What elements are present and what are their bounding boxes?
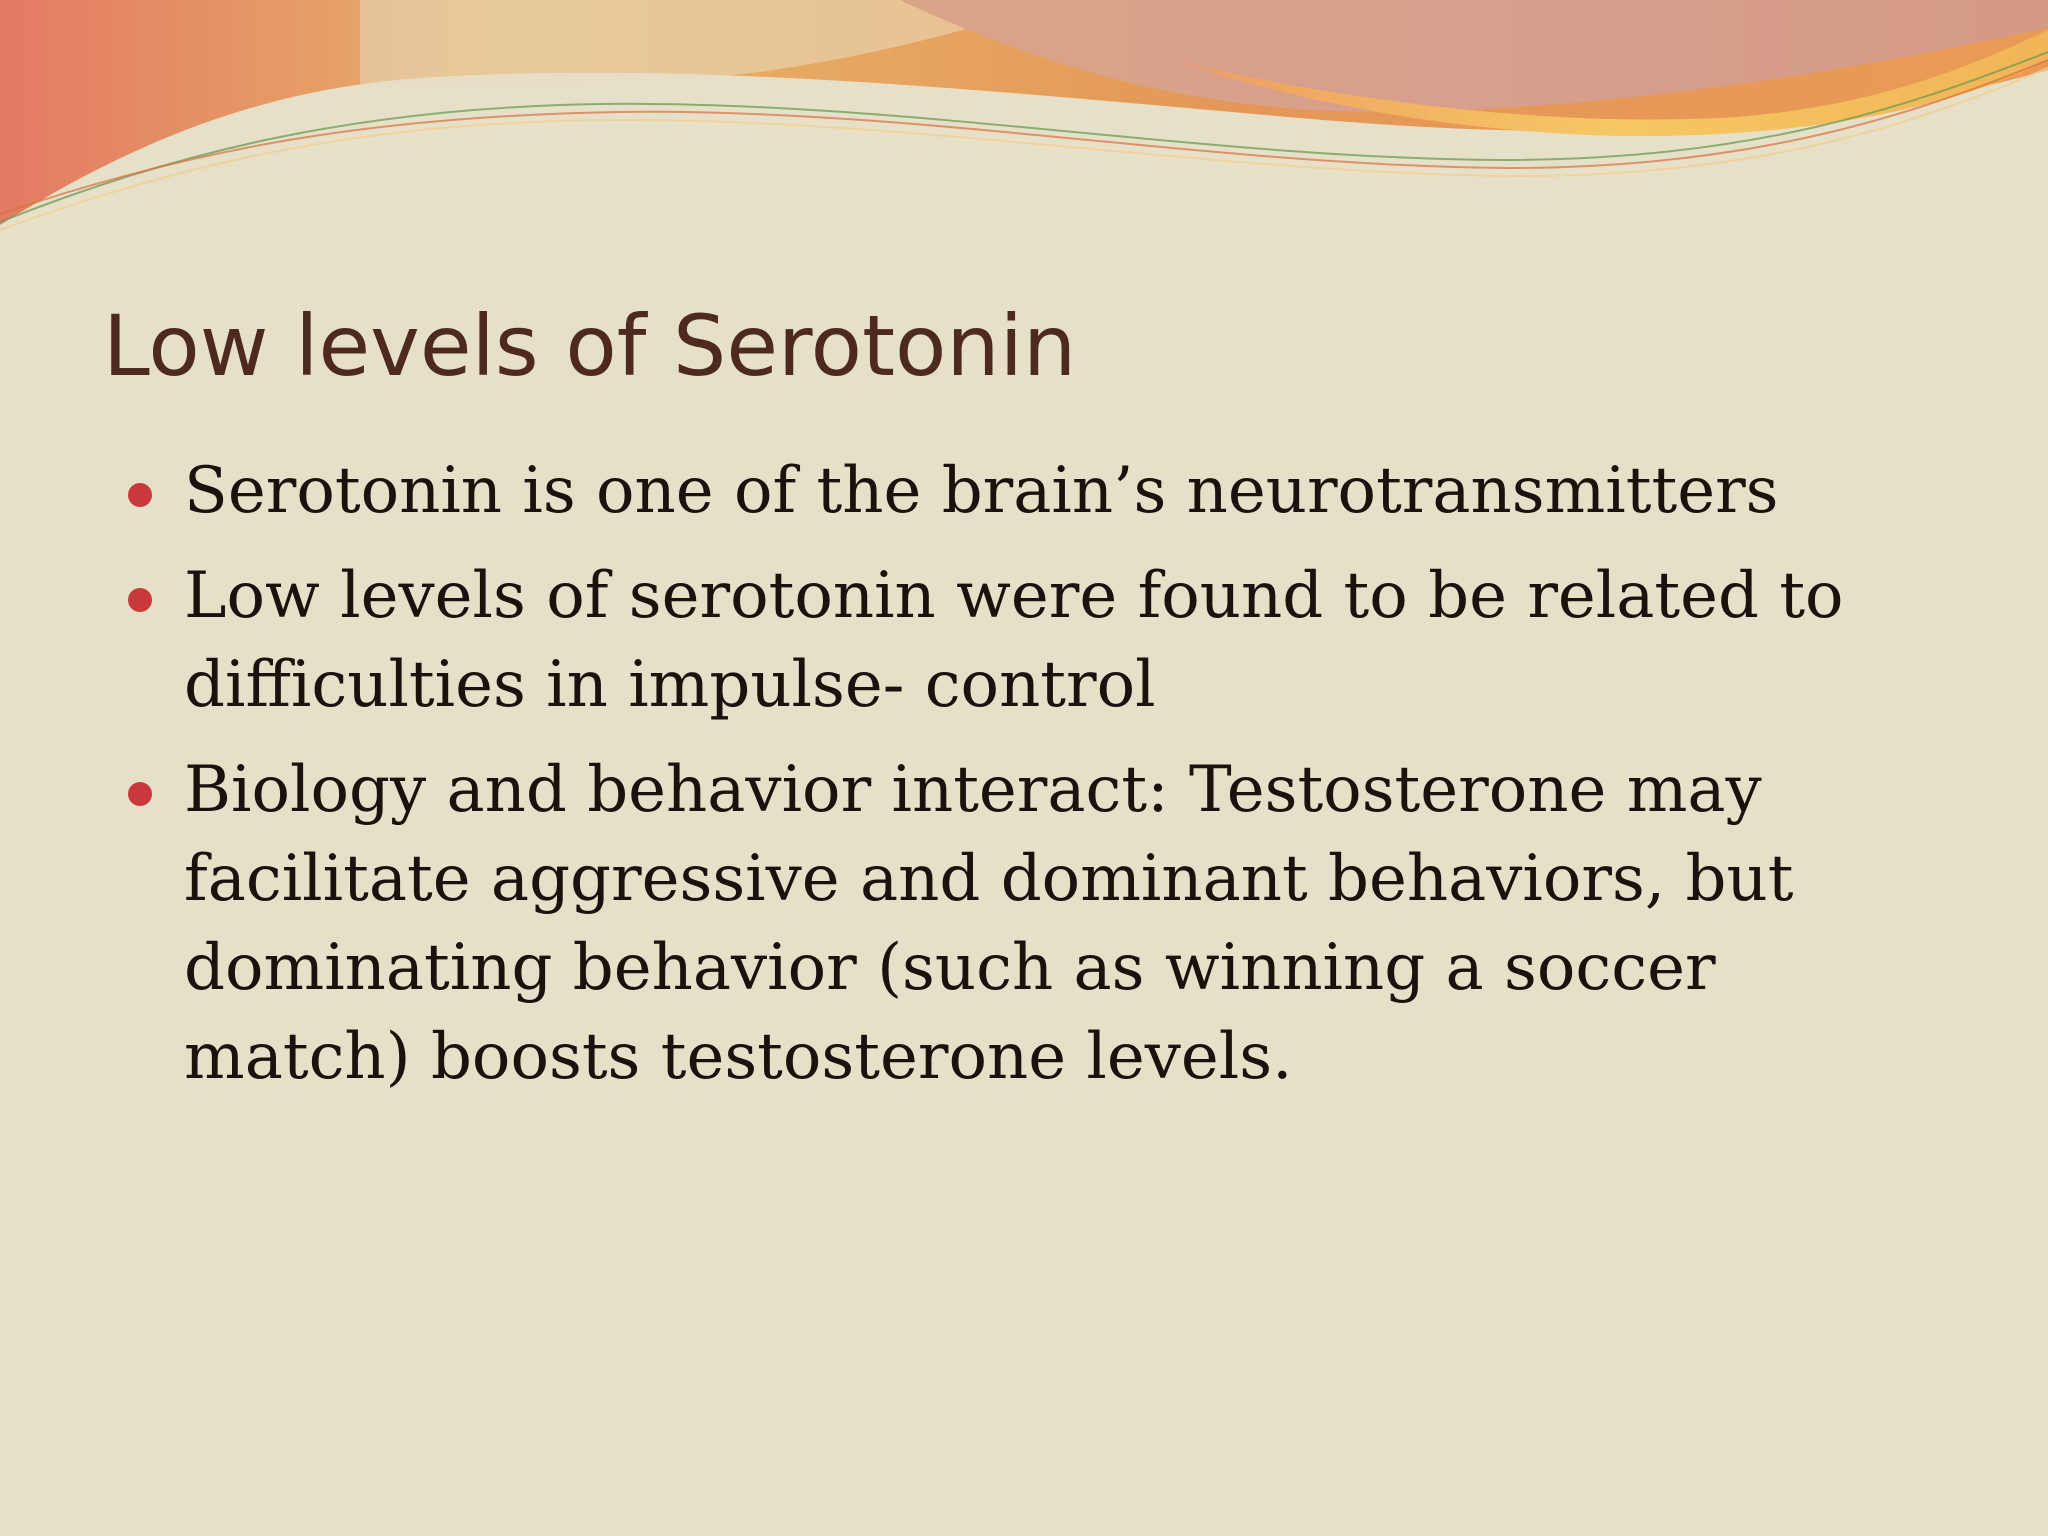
- bullet-item: [184, 746, 1884, 1102]
- bullet-dot-icon: [128, 483, 152, 507]
- slide-title: Low levels of Serotonin: [103, 297, 1077, 395]
- bullet-item: [184, 552, 1884, 730]
- bullet-list: [184, 447, 1884, 1118]
- bullet-text: Biology and behavior interact: Testosterone may facilitate aggressive and dominant behaviors, but dominating behavior (such as winning a soccer match) boosts testosterone levels.: [184, 753, 1794, 1094]
- bullet-dot-icon: [128, 588, 152, 612]
- bullet-item: [184, 447, 1884, 536]
- header-wave-decoration: [0, 0, 2048, 260]
- bullet-text: Serotonin is one of the brain’s neurotransmitters: [184, 454, 1779, 528]
- bullet-dot-icon: [128, 782, 152, 806]
- bullet-text: Low levels of serotonin were found to be related to difficulties in impulse- control: [184, 559, 1844, 722]
